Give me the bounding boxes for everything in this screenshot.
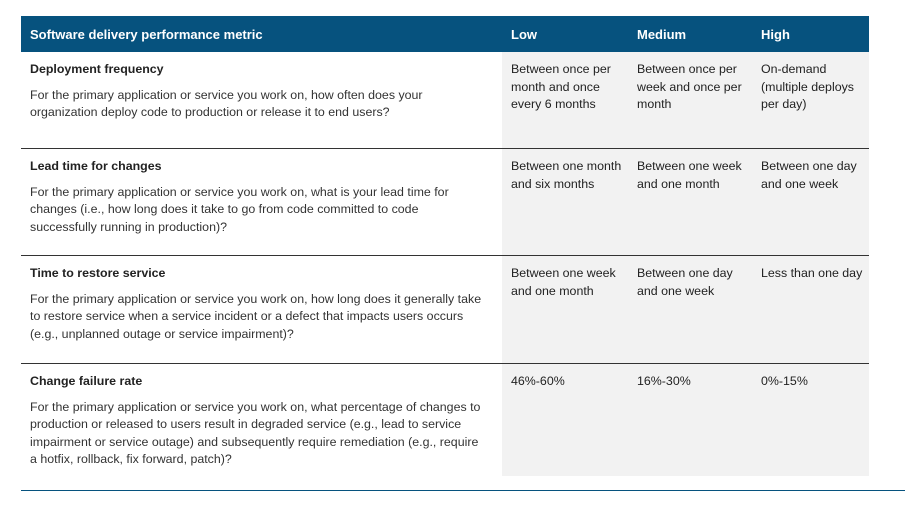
medium-cell: Between once per week and once per month [629, 52, 753, 148]
metric-title: Change failure rate [30, 374, 143, 388]
metric-description: For the primary application or service you work on, what percentage of changes to production or released to users result in degraded service (e.g., lead to service impairment or service outage) and subsequently require remediation (e.g., require a hotfix, rollback, fix forward, patch)? [30, 399, 481, 466]
low-cell: Between one week and one month [502, 256, 629, 363]
table-header [21, 16, 869, 52]
metric-description: For the primary application or service you work on, how long does it generally take to restore service when a service incident or a defect that impacts users occurs (e.g., unplanned outage or service impairment)? [30, 291, 482, 341]
low-cell: 46%-60% [502, 364, 629, 476]
metric-title: Time to restore service [30, 266, 166, 280]
metric-cell [21, 256, 502, 363]
header-high: High [761, 26, 790, 42]
metric-title: Deployment frequency [30, 62, 164, 76]
high-cell: Less than one day [753, 256, 869, 363]
metric-cell [21, 149, 502, 255]
low-cell: Between once per month and once every 6 months [502, 52, 629, 148]
table-row [21, 364, 869, 476]
metric-title: Lead time for changes [30, 159, 162, 173]
header-metric: Software delivery performance metric [30, 26, 263, 42]
table-row [21, 256, 869, 364]
high-cell: On-demand (multiple deploys per day) [753, 52, 869, 148]
table-row [21, 149, 869, 256]
metric-cell [21, 364, 502, 476]
medium-cell: 16%-30% [629, 364, 753, 476]
table-row [21, 52, 869, 149]
high-cell: 0%-15% [753, 364, 869, 476]
metric-cell [21, 52, 502, 148]
medium-cell: Between one week and one month [629, 149, 753, 255]
medium-cell: Between one day and one week [629, 256, 753, 363]
header-low: Low [511, 26, 537, 42]
performance-metrics-table [21, 16, 869, 476]
high-cell: Between one day and one week [753, 149, 869, 255]
header-medium: Medium [637, 26, 687, 42]
metric-description: For the primary application or service you work on, how often does your organization deploy code to production or release it to end users? [30, 87, 423, 119]
metric-description: For the primary application or service you work on, what is your lead time for changes (i.e., how long does it take to go from code committed to code successfully running in production)? [30, 184, 449, 234]
low-cell: Between one month and six months [502, 149, 629, 255]
bottom-divider [21, 490, 905, 491]
